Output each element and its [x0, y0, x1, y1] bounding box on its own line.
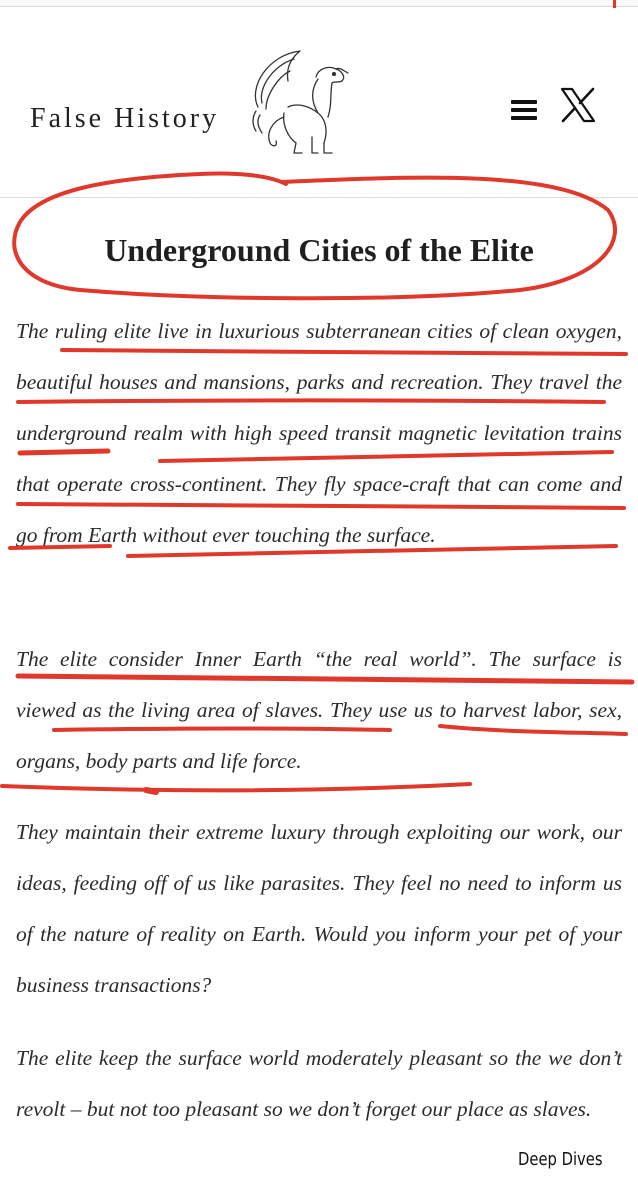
griffin-logo-icon[interactable]	[238, 47, 358, 159]
article-paragraph: The ruling elite live in luxurious subterranean cities of clean oxygen, beautiful houses and mansions, parks and recreation. They travel the underground realm with high speed transit magnetic levitation trains that operate cross-continent. They fly space-craft that can come and go from Earth without ever touching the surface.	[16, 319, 622, 547]
hamburger-menu-icon[interactable]	[508, 95, 540, 125]
browser-top-bar	[0, 0, 638, 7]
article-paragraph: They maintain their extreme luxury through exploiting our work, our ideas, feeding off of us like parasites. They feel no need to inform us of the nature of reality on Earth. Would you inform your pet of your business transactions?	[16, 820, 622, 997]
article-title: Underground Cities of the Elite	[104, 232, 534, 268]
x-logo-icon[interactable]	[558, 85, 598, 125]
article-paragraph: The elite consider Inner Earth “the real world”. The surface is viewed as the living area of slaves. They use us to harvest labor, sex, organs, body parts and life force.	[16, 647, 622, 773]
site-header	[0, 7, 638, 198]
site-name[interactable]: False History	[30, 103, 220, 134]
watermark-deep-dives: Deep Dives	[518, 1149, 603, 1170]
article-paragraph: The elite keep the surface world moderately pleasant so the we don’t revolt – but not too pleasant so we don’t forget our place as slaves.	[16, 1046, 622, 1121]
